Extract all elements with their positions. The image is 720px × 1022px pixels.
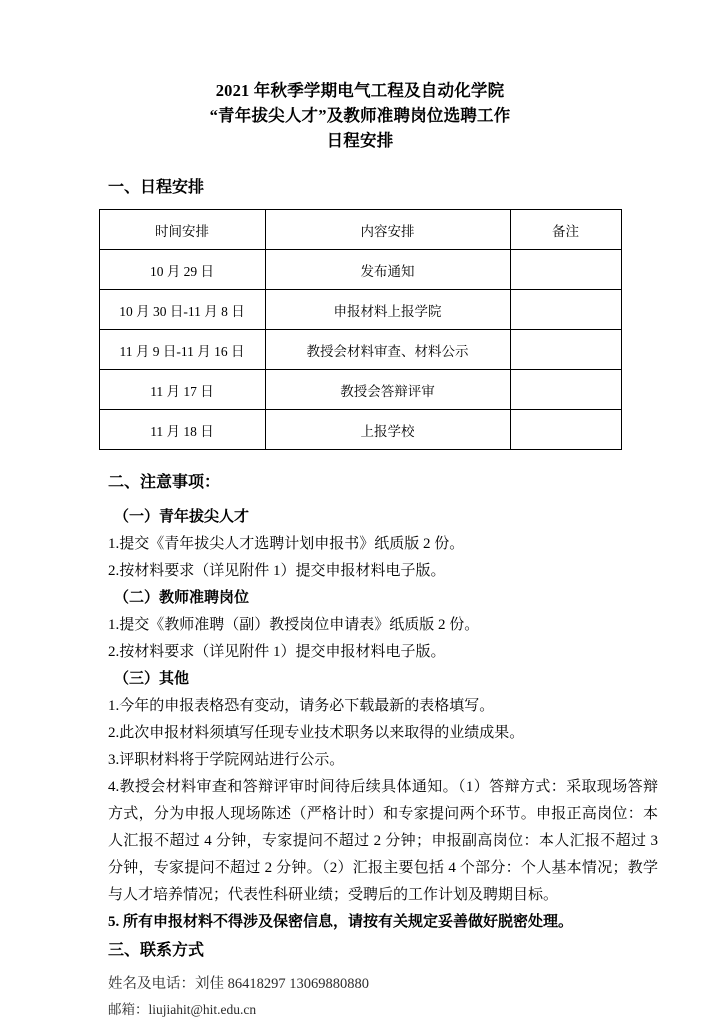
table-cell-remark — [510, 250, 621, 290]
notes-group3-item: 3.评职材料将于学院网站进行公示。 — [108, 752, 345, 768]
table-cell-content: 教授会答辩评审 — [265, 370, 510, 410]
notes-group1-title: （一）青年拔尖人才 — [114, 509, 250, 525]
table-cell-remark — [510, 370, 621, 410]
section-heading-contact: 三、联系方式 — [108, 942, 205, 959]
notes-group2-item: 1.提交《教师准聘（副）教授岗位申请表》纸质版 2 份。 — [108, 617, 480, 633]
table-cell-time: 11 月 17 日 — [99, 370, 265, 410]
title-line-1: 2021 年秋季学期电气工程及自动化学院 — [215, 81, 505, 100]
schedule-table — [99, 209, 622, 450]
table-cell-time: 10 月 29 日 — [99, 250, 265, 290]
table-row — [99, 290, 621, 330]
contact-email: 邮箱：liujiahit@hit.edu.cn — [108, 1002, 257, 1017]
contact-phone: 姓名及电话：刘佳 86418297 13069880880 — [108, 976, 369, 992]
table-cell-remark — [510, 410, 621, 450]
title-line-2: “青年拔尖人才”及教师准聘岗位选聘工作 — [209, 106, 511, 125]
table-header-cell: 时间安排 — [99, 210, 265, 250]
table-cell-remark — [510, 290, 621, 330]
notes-group3-item-bold: 5. 所有申报材料不得涉及保密信息，请按有关规定妥善做好脱密处理。 — [108, 914, 574, 930]
notes-group3-item: 4.教授会材料审查和答辩评审时间待后续具体通知。（1）答辩方式：采取现场答辩方式，分为申报人现场陈述（严格计时）和专家提问两个环节。申报正高岗位：本人汇报不超过 4 分钟，专家提问不超过 2 分钟；申报副高岗位：本人汇报不超过 3 分钟，专家提问不超过 2 分钟。（2）汇报主要包括 4 个部分：个人基本情况；教学与人才培养情况；代表性科研业绩；受聘后的工作计划及聘期目标。 — [108, 779, 658, 903]
table-row — [99, 330, 621, 370]
table-cell-content: 教授会材料审查、材料公示 — [265, 330, 510, 370]
table-cell-content: 发布通知 — [265, 250, 510, 290]
section-heading-schedule: 一、日程安排 — [108, 179, 205, 196]
table-row — [99, 410, 621, 450]
notes-group3-item: 1.今年的申报表格恐有变动，请务必下载最新的表格填写。 — [108, 698, 495, 714]
notes-group2-title: （二）教师准聘岗位 — [114, 590, 250, 606]
notes-group1-item: 2.按材料要求（详见附件 1）提交申报材料电子版。 — [108, 563, 446, 579]
table-header-row — [99, 210, 621, 250]
table-row — [99, 370, 621, 410]
table-cell-time: 10 月 30 日-11 月 8 日 — [99, 290, 265, 330]
title-line-3: 日程安排 — [326, 131, 394, 150]
notes-group2-item: 2.按材料要求（详见附件 1）提交申报材料电子版。 — [108, 644, 446, 660]
table-header-cell: 内容安排 — [265, 210, 510, 250]
notes-group1-item: 1.提交《青年拔尖人才选聘计划申报书》纸质版 2 份。 — [108, 536, 465, 552]
table-header-cell: 备注 — [510, 210, 621, 250]
table-cell-remark — [510, 330, 621, 370]
table-cell-content: 上报学校 — [265, 410, 510, 450]
notes-group3-title: （三）其他 — [114, 671, 190, 687]
table-cell-time: 11 月 18 日 — [99, 410, 265, 450]
notes-group3-item: 2.此次申报材料须填写任现专业技术职务以来取得的业绩成果。 — [108, 725, 525, 741]
section-heading-notes: 二、注意事项： — [108, 474, 221, 491]
page-title — [56, 78, 664, 153]
table-cell-content: 申报材料上报学院 — [265, 290, 510, 330]
table-cell-time: 11 月 9 日-11 月 16 日 — [99, 330, 265, 370]
table-row — [99, 250, 621, 290]
